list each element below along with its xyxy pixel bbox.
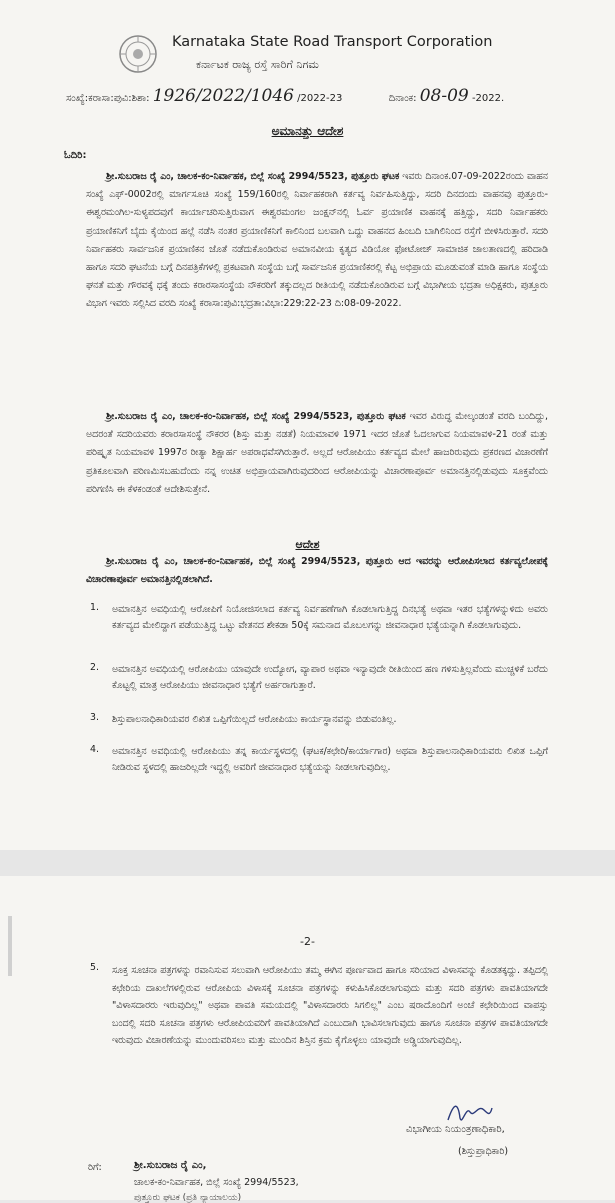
page-gap <box>0 850 615 876</box>
organization-name-en: Karnataka State Road Transport Corporation <box>172 34 493 50</box>
item-3-number: 3. <box>90 712 99 723</box>
signatory-subtitle: (ಶಿಸ್ತುಪ್ರಾಧಿಕಾರಿ) <box>458 1146 509 1157</box>
reference-suffix: /2022-23 <box>297 93 343 104</box>
report-paragraph <box>86 168 548 314</box>
item-1-number: 1. <box>90 602 99 613</box>
item-3-text: ಶಿಸ್ತುಪಾಲನಾಧಿಕಾರಿಯವರ ಲಿಖಿತ ಒಪ್ಪಿಗೆಯಿಲ್ಲದೆ ಆರೋಪಿಯು ಕಾರ್ಯಸ್ಥಾನವನ್ನು ಬಿಡುವಂತಿಲ್ಲ. <box>112 714 397 725</box>
recipient-name: ಶ್ರೀ.ಸುಬರಾಜ ರೈ ಎಂ, <box>134 1160 207 1171</box>
recipient-designation: ಚಾಲಕ-ಕಂ-ನಿರ್ವಾಹಕ, ಬಿಲ್ಲೆ ಸಂಖ್ಯೆ 2994/5523, <box>134 1177 299 1188</box>
charges-paragraph <box>86 408 548 499</box>
read-label: ಓದಿರಿ: <box>64 150 87 161</box>
date-handwritten: 08-09 <box>419 86 469 106</box>
accused-name: ಶ್ರೀ.ಸುಬರಾಜ ರೈ ಎಂ, ಚಾಲಕ-ಕಂ-ನಿರ್ವಾಹಕ, ಬಿಲ್ಲೆ ಸಂಖ್ಯೆ 2994/5523, ಪುತ್ತೂರು ಘಟಕ <box>106 171 400 182</box>
item-5-number: 5. <box>90 962 99 973</box>
recipient-depot: ಪುತ್ತೂರು ಘಟಕ (ಪ್ರತಿ ನ್ಯಾಯಾಲಯ) <box>134 1193 242 1203</box>
reference-number-handwritten: 1926/2022/1046 <box>152 86 294 106</box>
item-5-text: ಸೂಕ್ತ ಸೂಚನಾ ಪತ್ರಗಳನ್ನು ರವಾನಿಸುವ ಸಲುವಾಗಿ ಆರೋಪಿಯು ತಮ್ಮ ಈಗಿನ ಪೂರ್ಣವಾದ ಹಾಗೂ ಸರಿಯಾದ ವಿಳಾಸವನ್ನು ಕೊಡತಕ್ಕದ್ದು. ತಪ್ಪಿದಲ್ಲಿ ಕಛೇರಿಯ ದಾಖಲೆಗಳಲ್ಲಿರುವ ಆರೋಪಿಯ ವಿಳಾಸಕ್ಕೆ ಸೂಚನಾ ಪತ್ರಗಳನ್ನು ಕಳುಹಿಸಿಕೊಡಲಾಗುವುದು ಮತ್ತು ಸದರಿ ಪತ್ರಗಳು ಪಾವತಿಯಾಗದೇ "ವಿಳಾಸದಾರರು ಇರುವುದಿಲ್ಲ" ಅಥವಾ ಪಾವತಿ ಸಮಯದಲ್ಲಿ "ವಿಳಾಸದಾರರು ಸಿಗಲಿಲ್ಲ" ಎಂಬ ಷರಾದೊಂದಿಗೆ ಅಂಚೆ ಕಛೇರಿಯಿಂದ ವಾಪಸ್ಸು ಬಂದಲ್ಲಿ ಸದರಿ ಸೂಚನಾ ಪತ್ರಗಳು ಆರೋಪಿಯವರಿಗೆ ಪಾವತಿಯಾಗಿದೆ ಎಂಬುದಾಗಿ ಭಾವಿಸಲಾಗುವುದು ಹಾಗೂ ಸೂಚನಾ ಪತ್ರಗಳ ಪಾವತಿಯಾಗದೇ ಇರುವುದು ವಿಚಾರಣೆಯನ್ನು ಮುಂದುವರಿಸಲು ಮತ್ತು ಮುಂದಿನ ಶಿಸ್ತಿನ ಕ್ರಮ ಕೈಗೊಳ್ಳಲು ಯಾವುದೇ ಅಡ್ಡಿಯಾಗುವುದಿಲ್ಲ. <box>112 965 548 1046</box>
order-heading: ಆದೇಶ <box>295 538 320 551</box>
date-label: ದಿನಾಂಕ: <box>388 93 417 104</box>
charges-text: ಇವರ ವಿರುದ್ಧ ಮೇಲ್ಕಂಡಂತೆ ವರದಿ ಬಂದಿದ್ದು, ಅದರಂತೆ ಸದರಿಯವರು ಕರಾರಸಾಸಂಸ್ಥೆ ನೌಕರರ (ಶಿಸ್ತು ಮತ್ತು ನಡತೆ) ನಿಯಮಾವಳಿ 1971 ಇದರ ಜೊತೆ ಓದಲಾಗುವ ನಿಯಮಾವಳಿ-21 ರಂತೆ ಮತ್ತು ಪರಿಷ್ಕೃತ ನಿಯಮಾವಳಿ 1997ರ ರೀತ್ಯಾ ಶಿಕ್ಷಾರ್ಹ ಅಪರಾಧವೆಸಗಿರುತ್ತಾರೆ. ಅಲ್ಲದೆ ಆರೋಪಿಯು ಕರ್ತವ್ಯದ ಮೇಲೆ ಹಾಜರಿರುವುದು ಪ್ರಕರಣದ ವಿಚಾರಣೆಗೆ ಪ್ರತಿಕೂಲವಾಗಿ ಪರಿಣಮಿಸಬಹುದೆಂದು ನನ್ನ ಉಚಿತ ಅಭಿಪ್ರಾಯವಾಗಿರುವುದರಿಂದ ಆರೋಪಿಯನ್ನು ವಿಚಾರಣಾಪೂರ್ವ ಅಮಾನತ್ತಿನಲ್ಲಿಡುವುದು ಸೂಕ್ತವೆಂದು ಪರಿಗಣಿಸಿ ಈ ಕೆಳಕಂಡಂತೆ ಆದೇಶಿಸುತ್ತೇನೆ. <box>86 411 548 495</box>
recipient-label: ರಿಗೆ: <box>88 1162 102 1173</box>
order-paragraph: ಶ್ರೀ.ಸುಬರಾಜ ರೈ ಎಂ, ಚಾಲಕ-ಕಂ-ನಿರ್ವಾಹಕ, ಬಿಲ್ಲೆ ಸಂಖ್ಯೆ 2994/5523, ಪುತ್ತೂರು ಆದ ಇವರನ್ನು ಆರೋಪಿಸಲಾದ ಕರ್ತವ್ಯಲೋಪಕ್ಕೆ ವಿಚಾರಣಾಪೂರ್ವ ಅಮಾನತ್ತಿನಲ್ಲಿಡಲಾಗಿದೆ. <box>86 556 548 586</box>
suspension-order-title: ಅಮಾನತ್ತು ಆದೇಶ <box>271 124 344 138</box>
item-1-text: ಅಮಾನತ್ತಿನ ಅವಧಿಯಲ್ಲಿ ಆರೋಪಿಗೆ ನಿಯೋಜಿಸಲಾದ ಕರ್ತವ್ಯ ನಿರ್ವಹಣೆಗಾಗಿ ಕೊಡಲಾಗುತ್ತಿದ್ದ ದಿನಭತ್ಯೆ ಅಥವಾ ಇತರ ಭತ್ಯೆಗಳನ್ನುಳಿದು ಅವರು ಕರ್ತವ್ಯದ ಮೇಲಿದ್ದಾಗ ಪಡೆಯುತ್ತಿದ್ದ ಒಟ್ಟು ವೇತನದ ಶೇಕಡಾ 50ಕ್ಕೆ ಸಮನಾದ ಮೊಬಲಗನ್ನು ಜೀವನಾಧಾರ ಭತ್ಯೆಯನ್ನಾಗಿ ಕೊಡಲಾಗುವುದು. <box>112 604 548 632</box>
ksrtc-logo <box>118 34 158 74</box>
item-2-number: 2. <box>90 662 99 673</box>
accused-name-2: ಶ್ರೀ.ಸುಬರಾಜ ರೈ ಎಂ, ಚಾಲಕ-ಕಂ-ನಿರ್ವಾಹಕ, ಬಿಲ್ಲೆ ಸಂಖ್ಯೆ 2994/5523, ಪುತ್ತೂರು ಘಟಕ <box>106 411 406 422</box>
signatory-title: ವಿಭಾಗೀಯ ನಿಯಂತ್ರಣಾಧಿಕಾರಿ, <box>406 1124 505 1135</box>
item-2-text: ಅಮಾನತ್ತಿನ ಅವಧಿಯಲ್ಲಿ ಆರೋಪಿಯು ಯಾವುದೇ ಉದ್ಯೋಗ, ವ್ಯಾಪಾರ ಅಥವಾ ಇನ್ಯಾವುದೇ ರೀತಿಯಿಂದ ಹಣ ಗಳಿಸುತ್ತಿಲ್ಲವೆಂದು ಮುಚ್ಚಳಿಕೆ ಬರೆದು ಕೊಟ್ಟಲ್ಲಿ ಮಾತ್ರ ಆರೋಪಿಯು ಜೀವನಾಧಾರ ಭತ್ಯೆಗೆ ಅರ್ಹರಾಗುತ್ತಾರೆ. <box>112 664 548 692</box>
organization-name-kn: ಕರ್ನಾಟಕ ರಾಜ್ಯ ರಸ್ತೆ ಸಾರಿಗೆ ನಿಗಮ <box>196 58 319 71</box>
item-4-number: 4. <box>90 744 99 755</box>
report-text: ಇವರು ದಿನಾಂಕ.07-09-2022ರಂದು ವಾಹನ ಸಂಖ್ಯೆ ಎಫ್-0002ರಲ್ಲಿ ಮಾರ್ಗಸೂಚಿ ಸಂಖ್ಯೆ 159/160ರಲ್ಲಿ ನಿರ್ವಾಹಕರಾಗಿ ಕರ್ತವ್ಯ ನಿರ್ವಹಿಸುತ್ತಿದ್ದು, ಸದರಿ ದಿನದಂದು ವಾಹನವು ಪುತ್ತೂರು-ಈಶ್ವರಮಂಗಿಲ-ಸುಳ್ಯಪದವುಗೆ ಕಾರ್ಯಾಚರಿಸುತ್ತಿರುವಾಗ ಈಶ್ವರಮಂಗಲ ಜಂಕ್ಷನ್‌ನಲ್ಲಿ ಓರ್ವ ಪ್ರಯಾಣಿಕ ವಾಹನಕ್ಕೆ ಹತ್ತಿದ್ದು, ಸದರಿ ನಿರ್ವಾಹಕರು ಪ್ರಯಾಣಿಕನಿಗೆ ಬೈದು ಕೈಯಿಂದ ಹಲ್ಲೆ ನಡೆಸಿ ನಂತರ ಪ್ರಯಾಣಿಕನಿಗೆ ಕಾಲಿನಿಂದ ಬಲವಾಗಿ ಒದ್ದು ವಾಹನದ ಹಿಂಬದಿ ಬಾಗಿಲಿನಿಂದ ರಸ್ತೆಗೆ ಬೀಳಿಸಿರುತ್ತಾರೆ. ಸದರಿ ನಿರ್ವಾಹಕರು ಸಾರ್ವಜನಿಕ ಪ್ರಯಾಣಿಕನ ಜೊತೆ ನಡೆದುಕೊಂಡಿರುವ ಅಮಾನವೀಯ ಕೃತ್ಯದ ವಿಡಿಯೋ ಫೋಟೋಜ್ ಸಾಮಾಜಿಕ ಜಾಲತಾಣದಲ್ಲಿ ಹರಿದಾಡಿ ಹಾಗೂ ಸದರಿ ಘಟನೆಯ ಬಗ್ಗೆ ದಿನಪತ್ರಿಕೆಗಳಲ್ಲಿ ಪ್ರಕಟವಾಗಿ ಸಂಸ್ಥೆಯ ಬಗ್ಗೆ ಸಾರ್ವಜನಿಕ ಪ್ರಯಾಣಿಕರಲ್ಲಿ ಕೆಟ್ಟ ಅಭಿಪ್ರಾಯ ಮೂಡುವಂತೆ ಮಾಡಿ ಹಾಗೂ ಸಂಸ್ಥೆಯ ಘನತೆ ಮತ್ತು ಗೌರವಕ್ಕೆ ಧಕ್ಕೆ ತಂದು ಕರಾರಸಾಸಂಸ್ಥೆಯ ನೌಕರರಿಗೆ ತಕ್ಕುದಲ್ಲದ ರೀತಿಯಲ್ಲಿ ನಡೆದುಕೊಂಡಿರುವ ಬಗ್ಗೆ ವಿಭಾಗೀಯ ಭದ್ರತಾ ಅಧಿಕ್ಷಕರು, ಪುತ್ತೂರು ವಿಭಾಗ ಇವರು ಸಲ್ಲಿಸಿದ ವರದಿ ಸಂಖ್ಯೆ ಕರಾಸಾ:ಪುವಿ:ಭದ್ರತಾ:ವಿಭಾ:229:22-23 ದಿ:08-09-2022. <box>86 171 548 310</box>
date-suffix: -2022. <box>471 93 505 104</box>
page-number: -2- <box>300 935 315 948</box>
reference-line <box>66 86 566 106</box>
item-4-text: ಅಮಾನತ್ತಿನ ಅವಧಿಯಲ್ಲಿ ಆರೋಪಿಯು ತನ್ನ ಕಾರ್ಯಸ್ಥಳದಲ್ಲಿ (ಘಟಕ/ಕಛೇರಿ/ಕಾರ್ಯಾಗಾರ) ಅಥವಾ ಶಿಸ್ತುಪಾಲನಾಧಿಕಾರಿಯವರು ಲಿಖಿತ ಒಪ್ಪಿಗೆ ನೀಡಿರುವ ಸ್ಥಳದಲ್ಲಿ ಹಾಜರಿಲ್ಲದೇ ಇದ್ದಲ್ಲಿ ಅವರಿಗೆ ಜೀವನಾಧಾರ ಭತ್ಯೆಯನ್ನು ನೀಡಲಾಗುವುದಿಲ್ಲ. <box>112 746 548 774</box>
reference-label: ಸಂಖ್ಯೆ:ಕರಾಸಾ:ಪುವಿ:ಶಿಶಾ: <box>66 93 150 104</box>
